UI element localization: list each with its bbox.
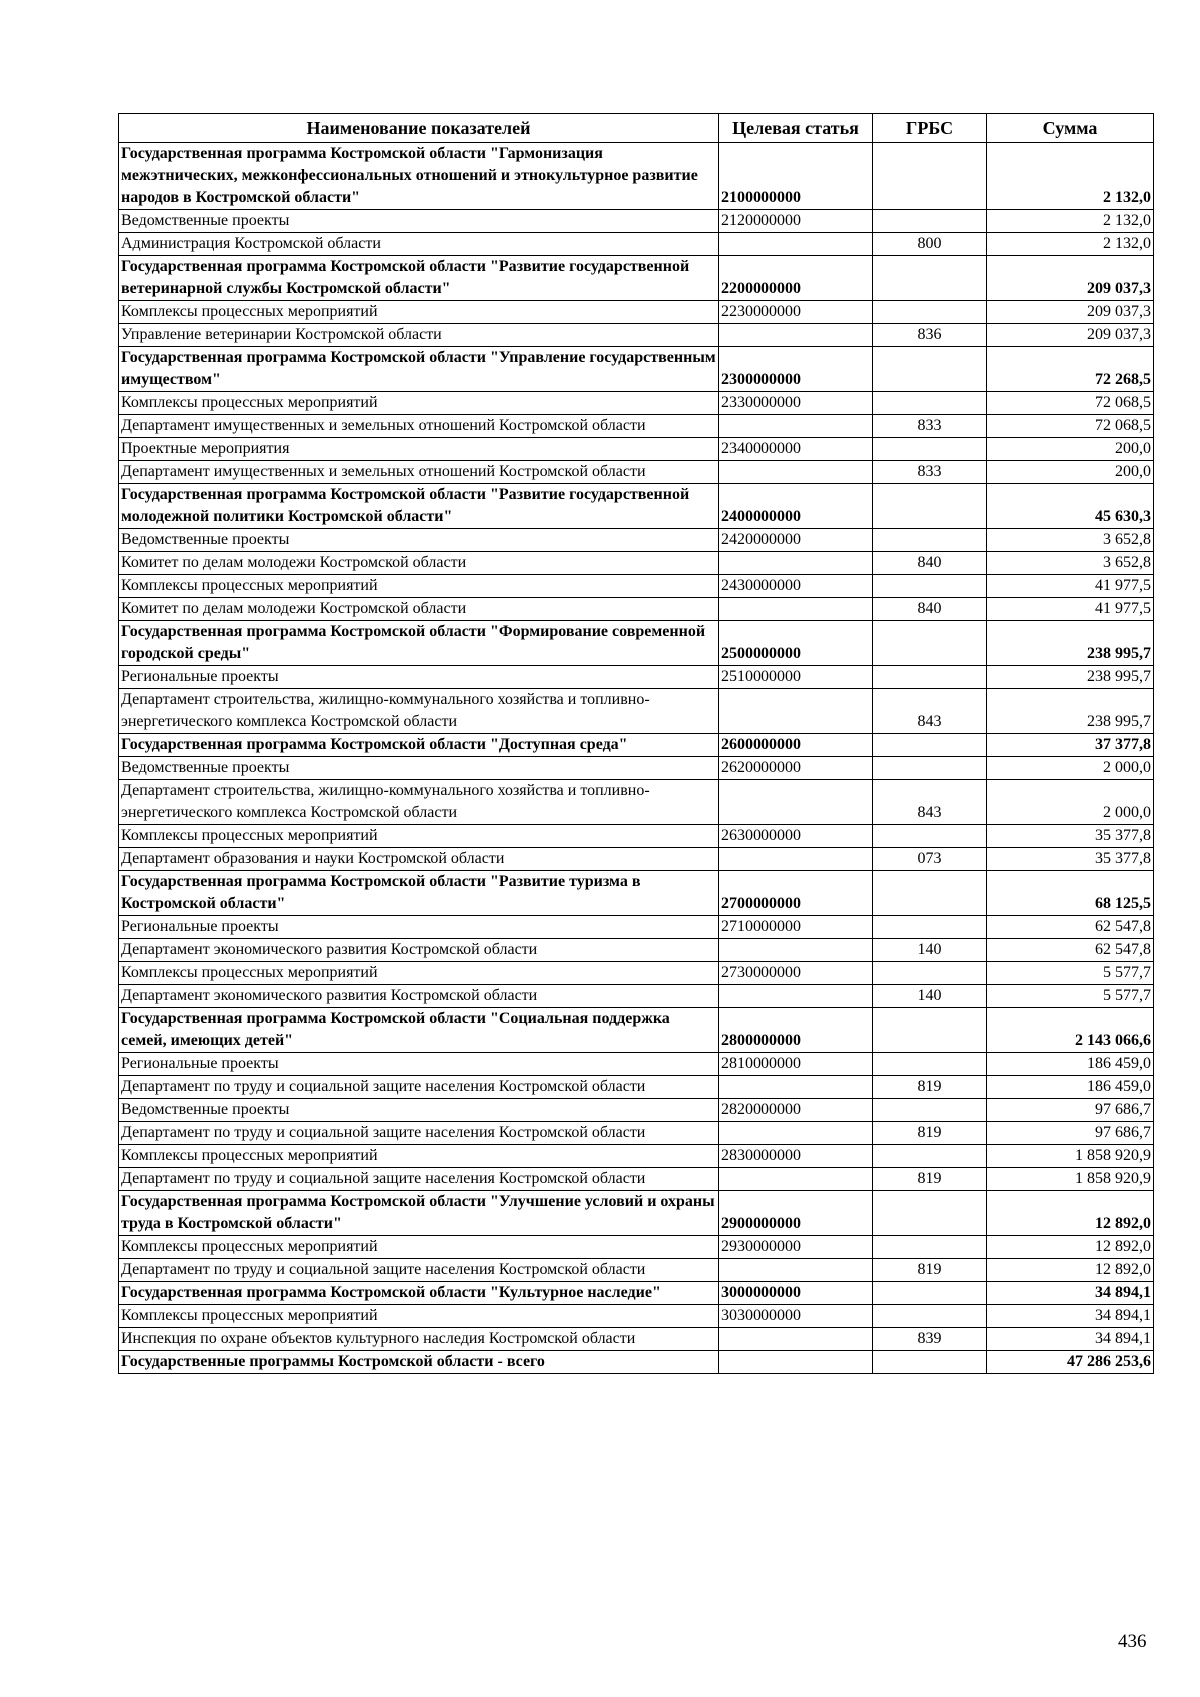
- row-target-item-cell: 2630000000: [719, 825, 873, 848]
- row-sum-cell: 5 577,7: [987, 985, 1154, 1008]
- row-name-cell: Департамент образования и науки Костромской области: [119, 848, 719, 871]
- row-sum-cell: 35 377,8: [987, 825, 1154, 848]
- row-name-cell: Ведомственные проекты: [119, 210, 719, 233]
- row-grbs-cell: 833: [873, 461, 987, 484]
- row-target-item-cell: [719, 985, 873, 1008]
- table-row: [119, 233, 1154, 256]
- row-target-item-cell: [719, 1076, 873, 1099]
- table-row: [119, 1328, 1154, 1351]
- row-name-cell: Департамент экономического развития Костромской области: [119, 985, 719, 1008]
- row-sum-cell: 186 459,0: [987, 1053, 1154, 1076]
- row-grbs-cell: [873, 825, 987, 848]
- row-name-cell: Комплексы процессных мероприятий: [119, 301, 719, 324]
- row-target-item-cell: [719, 939, 873, 962]
- row-name-cell: Департамент по труду и социальной защите населения Костромской области: [119, 1259, 719, 1282]
- row-sum-cell: 1 858 920,9: [987, 1168, 1154, 1191]
- row-target-item-cell: 2340000000: [719, 438, 873, 461]
- header-grbs: ГРБС: [873, 114, 987, 143]
- table-row: [119, 324, 1154, 347]
- row-sum-cell: 2 000,0: [987, 757, 1154, 780]
- row-grbs-cell: [873, 1351, 987, 1374]
- row-name-cell: Ведомственные проекты: [119, 757, 719, 780]
- table-row: [119, 347, 1154, 392]
- row-grbs-cell: [873, 1008, 987, 1053]
- row-target-item-cell: [719, 1328, 873, 1351]
- table-row: [119, 825, 1154, 848]
- row-name-cell: Государственная программа Костромской области "Гармонизация межэтнических, межконфессиональных отношений и этнокультурное развитие народов в Костромской области": [119, 143, 719, 210]
- row-sum-cell: 209 037,3: [987, 324, 1154, 347]
- row-target-item-cell: 2600000000: [719, 734, 873, 757]
- row-grbs-cell: [873, 484, 987, 529]
- row-target-item-cell: 2810000000: [719, 1053, 873, 1076]
- row-sum-cell: 200,0: [987, 438, 1154, 461]
- row-sum-cell: 34 894,1: [987, 1305, 1154, 1328]
- table-row: [119, 939, 1154, 962]
- row-sum-cell: 68 125,5: [987, 871, 1154, 916]
- row-target-item-cell: [719, 233, 873, 256]
- row-target-item-cell: 2710000000: [719, 916, 873, 939]
- table-body: [119, 143, 1154, 1374]
- row-sum-cell: 41 977,5: [987, 598, 1154, 621]
- row-name-cell: Комитет по делам молодежи Костромской области: [119, 598, 719, 621]
- row-sum-cell: 12 892,0: [987, 1191, 1154, 1236]
- row-target-item-cell: [719, 1259, 873, 1282]
- row-name-cell: Государственная программа Костромской области "Формирование современной городской среды": [119, 621, 719, 666]
- row-name-cell: Администрация Костромской области: [119, 233, 719, 256]
- row-sum-cell: 3 652,8: [987, 552, 1154, 575]
- row-name-cell: Комплексы процессных мероприятий: [119, 1305, 719, 1328]
- table-row: [119, 1259, 1154, 1282]
- row-name-cell: Государственная программа Костромской области "Доступная среда": [119, 734, 719, 757]
- table-row: [119, 392, 1154, 415]
- budget-table: [118, 113, 1154, 1374]
- table-row: [119, 1122, 1154, 1145]
- row-name-cell: Департамент строительства, жилищно-коммунального хозяйства и топливно-энергетического комплекса Костромской области: [119, 780, 719, 825]
- row-target-item-cell: [719, 689, 873, 734]
- table-row: [119, 916, 1154, 939]
- row-sum-cell: 72 268,5: [987, 347, 1154, 392]
- row-sum-cell: 37 377,8: [987, 734, 1154, 757]
- row-sum-cell: 35 377,8: [987, 848, 1154, 871]
- row-grbs-cell: [873, 1236, 987, 1259]
- table-row: [119, 415, 1154, 438]
- row-target-item-cell: 2700000000: [719, 871, 873, 916]
- row-grbs-cell: 833: [873, 415, 987, 438]
- table-row: [119, 552, 1154, 575]
- row-name-cell: Ведомственные проекты: [119, 1099, 719, 1122]
- row-sum-cell: 97 686,7: [987, 1099, 1154, 1122]
- row-name-cell: Комплексы процессных мероприятий: [119, 1145, 719, 1168]
- row-sum-cell: 62 547,8: [987, 939, 1154, 962]
- row-target-item-cell: [719, 1168, 873, 1191]
- row-grbs-cell: [873, 1191, 987, 1236]
- row-sum-cell: 238 995,7: [987, 621, 1154, 666]
- row-grbs-cell: 819: [873, 1168, 987, 1191]
- row-grbs-cell: 819: [873, 1122, 987, 1145]
- row-grbs-cell: [873, 529, 987, 552]
- row-grbs-cell: [873, 575, 987, 598]
- row-target-item-cell: [719, 415, 873, 438]
- row-name-cell: Государственная программа Костромской области "Развитие государственной ветеринарной службы Костромской области": [119, 256, 719, 301]
- row-sum-cell: 41 977,5: [987, 575, 1154, 598]
- row-grbs-cell: [873, 1145, 987, 1168]
- row-name-cell: Департамент строительства, жилищно-коммунального хозяйства и топливно-энергетического комплекса Костромской области: [119, 689, 719, 734]
- row-name-cell: Комплексы процессных мероприятий: [119, 825, 719, 848]
- row-target-item-cell: 2400000000: [719, 484, 873, 529]
- header-target-item: Целевая статья: [719, 114, 873, 143]
- row-grbs-cell: [873, 1053, 987, 1076]
- row-grbs-cell: [873, 210, 987, 233]
- row-grbs-cell: 140: [873, 985, 987, 1008]
- row-sum-cell: 238 995,7: [987, 666, 1154, 689]
- row-grbs-cell: [873, 301, 987, 324]
- row-sum-cell: 2 132,0: [987, 233, 1154, 256]
- table-row: [119, 1053, 1154, 1076]
- row-sum-cell: 3 652,8: [987, 529, 1154, 552]
- row-target-item-cell: 2800000000: [719, 1008, 873, 1053]
- row-sum-cell: 34 894,1: [987, 1282, 1154, 1305]
- row-target-item-cell: [719, 780, 873, 825]
- row-target-item-cell: 2500000000: [719, 621, 873, 666]
- row-grbs-cell: [873, 347, 987, 392]
- row-sum-cell: 72 068,5: [987, 415, 1154, 438]
- total-row: [119, 1351, 1154, 1374]
- table-row: [119, 666, 1154, 689]
- row-grbs-cell: 843: [873, 689, 987, 734]
- table-header-row: [119, 114, 1154, 143]
- row-grbs-cell: [873, 734, 987, 757]
- header-name: Наименование показателей: [119, 114, 719, 143]
- row-grbs-cell: [873, 1099, 987, 1122]
- row-target-item-cell: 2730000000: [719, 962, 873, 985]
- table-row: [119, 962, 1154, 985]
- row-name-cell: Комплексы процессных мероприятий: [119, 392, 719, 415]
- row-target-item-cell: [719, 552, 873, 575]
- table-row: [119, 871, 1154, 916]
- row-target-item-cell: 3030000000: [719, 1305, 873, 1328]
- row-sum-cell: 97 686,7: [987, 1122, 1154, 1145]
- table-row: [119, 757, 1154, 780]
- page-number: 436: [1118, 1631, 1147, 1652]
- row-sum-cell: 45 630,3: [987, 484, 1154, 529]
- row-grbs-cell: [873, 143, 987, 210]
- row-grbs-cell: [873, 1282, 987, 1305]
- row-target-item-cell: 2100000000: [719, 143, 873, 210]
- table-row: [119, 598, 1154, 621]
- row-target-item-cell: 3000000000: [719, 1282, 873, 1305]
- row-grbs-cell: [873, 392, 987, 415]
- row-name-cell: Комплексы процессных мероприятий: [119, 575, 719, 598]
- row-grbs-cell: [873, 916, 987, 939]
- row-target-item-cell: 2330000000: [719, 392, 873, 415]
- table-row: [119, 484, 1154, 529]
- row-target-item-cell: [719, 1122, 873, 1145]
- row-name-cell: Государственная программа Костромской области "Социальная поддержка семей, имеющих детей": [119, 1008, 719, 1053]
- row-target-item-cell: 2300000000: [719, 347, 873, 392]
- row-target-item-cell: 2820000000: [719, 1099, 873, 1122]
- row-sum-cell: 1 858 920,9: [987, 1145, 1154, 1168]
- table-row: [119, 985, 1154, 1008]
- row-target-item-cell: 2830000000: [719, 1145, 873, 1168]
- row-grbs-cell: [873, 871, 987, 916]
- row-name-cell: Департамент по труду и социальной защите населения Костромской области: [119, 1168, 719, 1191]
- header-sum: Сумма: [987, 114, 1154, 143]
- row-sum-cell: 12 892,0: [987, 1259, 1154, 1282]
- row-target-item-cell: 2620000000: [719, 757, 873, 780]
- row-grbs-cell: [873, 666, 987, 689]
- row-grbs-cell: [873, 621, 987, 666]
- row-grbs-cell: [873, 962, 987, 985]
- row-target-item-cell: [719, 461, 873, 484]
- table-row: [119, 1145, 1154, 1168]
- row-name-cell: Комплексы процессных мероприятий: [119, 962, 719, 985]
- table-row: [119, 848, 1154, 871]
- row-sum-cell: 238 995,7: [987, 689, 1154, 734]
- row-target-item-cell: 2200000000: [719, 256, 873, 301]
- row-grbs-cell: 819: [873, 1259, 987, 1282]
- row-target-item-cell: 2510000000: [719, 666, 873, 689]
- row-name-cell: Департамент экономического развития Костромской области: [119, 939, 719, 962]
- table-row: [119, 256, 1154, 301]
- row-name-cell: Государственная программа Костромской области "Культурное наследие": [119, 1282, 719, 1305]
- table-row: [119, 1076, 1154, 1099]
- row-target-item-cell: 2420000000: [719, 529, 873, 552]
- row-sum-cell: 209 037,3: [987, 256, 1154, 301]
- table-row: [119, 529, 1154, 552]
- row-grbs-cell: [873, 256, 987, 301]
- table-row: [119, 734, 1154, 757]
- table-row: [119, 301, 1154, 324]
- row-grbs-cell: 839: [873, 1328, 987, 1351]
- row-name-cell: Комитет по делам молодежи Костромской области: [119, 552, 719, 575]
- table-row: [119, 143, 1154, 210]
- row-target-item-cell: [719, 598, 873, 621]
- row-grbs-cell: 840: [873, 552, 987, 575]
- row-sum-cell: 47 286 253,6: [987, 1351, 1154, 1374]
- row-sum-cell: 2 132,0: [987, 210, 1154, 233]
- row-name-cell: Государственная программа Костромской области "Улучшение условий и охраны труда в Костромской области": [119, 1191, 719, 1236]
- row-target-item-cell: [719, 1351, 873, 1374]
- table-row: [119, 1191, 1154, 1236]
- table-row: [119, 438, 1154, 461]
- table-row: [119, 1236, 1154, 1259]
- row-grbs-cell: [873, 757, 987, 780]
- row-sum-cell: 2 132,0: [987, 143, 1154, 210]
- row-name-cell: Департамент по труду и социальной защите населения Костромской области: [119, 1076, 719, 1099]
- row-name-cell: Ведомственные проекты: [119, 529, 719, 552]
- row-sum-cell: 5 577,7: [987, 962, 1154, 985]
- row-name-cell: Департамент имущественных и земельных отношений Костромской области: [119, 415, 719, 438]
- row-sum-cell: 2 143 066,6: [987, 1008, 1154, 1053]
- row-name-cell: Региональные проекты: [119, 666, 719, 689]
- row-grbs-cell: [873, 438, 987, 461]
- table-row: [119, 1168, 1154, 1191]
- row-grbs-cell: 800: [873, 233, 987, 256]
- row-sum-cell: 2 000,0: [987, 780, 1154, 825]
- row-sum-cell: 12 892,0: [987, 1236, 1154, 1259]
- row-sum-cell: 209 037,3: [987, 301, 1154, 324]
- row-name-cell: Государственная программа Костромской области "Управление государственным имуществом": [119, 347, 719, 392]
- row-target-item-cell: 2230000000: [719, 301, 873, 324]
- row-grbs-cell: 840: [873, 598, 987, 621]
- table-row: [119, 575, 1154, 598]
- table-row: [119, 1305, 1154, 1328]
- row-grbs-cell: [873, 1305, 987, 1328]
- row-target-item-cell: 2930000000: [719, 1236, 873, 1259]
- row-target-item-cell: 2120000000: [719, 210, 873, 233]
- row-name-cell: Управление ветеринарии Костромской области: [119, 324, 719, 347]
- row-target-item-cell: [719, 848, 873, 871]
- row-name-cell: Региональные проекты: [119, 1053, 719, 1076]
- row-grbs-cell: 836: [873, 324, 987, 347]
- table-row: [119, 1008, 1154, 1053]
- row-grbs-cell: 140: [873, 939, 987, 962]
- row-grbs-cell: 073: [873, 848, 987, 871]
- table-row: [119, 461, 1154, 484]
- table-row: [119, 780, 1154, 825]
- row-name-cell: Государственные программы Костромской области - всего: [119, 1351, 719, 1374]
- row-sum-cell: 186 459,0: [987, 1076, 1154, 1099]
- row-name-cell: Проектные мероприятия: [119, 438, 719, 461]
- row-sum-cell: 72 068,5: [987, 392, 1154, 415]
- row-name-cell: Департамент по труду и социальной защите населения Костромской области: [119, 1122, 719, 1145]
- row-target-item-cell: 2430000000: [719, 575, 873, 598]
- row-name-cell: Комплексы процессных мероприятий: [119, 1236, 719, 1259]
- row-name-cell: Государственная программа Костромской области "Развитие государственной молодежной политики Костромской области": [119, 484, 719, 529]
- row-name-cell: Государственная программа Костромской области "Развитие туризма в Костромской области": [119, 871, 719, 916]
- row-sum-cell: 62 547,8: [987, 916, 1154, 939]
- row-name-cell: Департамент имущественных и земельных отношений Костромской области: [119, 461, 719, 484]
- row-grbs-cell: 843: [873, 780, 987, 825]
- row-sum-cell: 34 894,1: [987, 1328, 1154, 1351]
- table-row: [119, 689, 1154, 734]
- row-sum-cell: 200,0: [987, 461, 1154, 484]
- table-row: [119, 1282, 1154, 1305]
- row-name-cell: Региональные проекты: [119, 916, 719, 939]
- table-row: [119, 621, 1154, 666]
- row-target-item-cell: [719, 324, 873, 347]
- row-grbs-cell: 819: [873, 1076, 987, 1099]
- row-name-cell: Инспекция по охране объектов культурного наследия Костромской области: [119, 1328, 719, 1351]
- row-target-item-cell: 2900000000: [719, 1191, 873, 1236]
- table-row: [119, 1099, 1154, 1122]
- table-row: [119, 210, 1154, 233]
